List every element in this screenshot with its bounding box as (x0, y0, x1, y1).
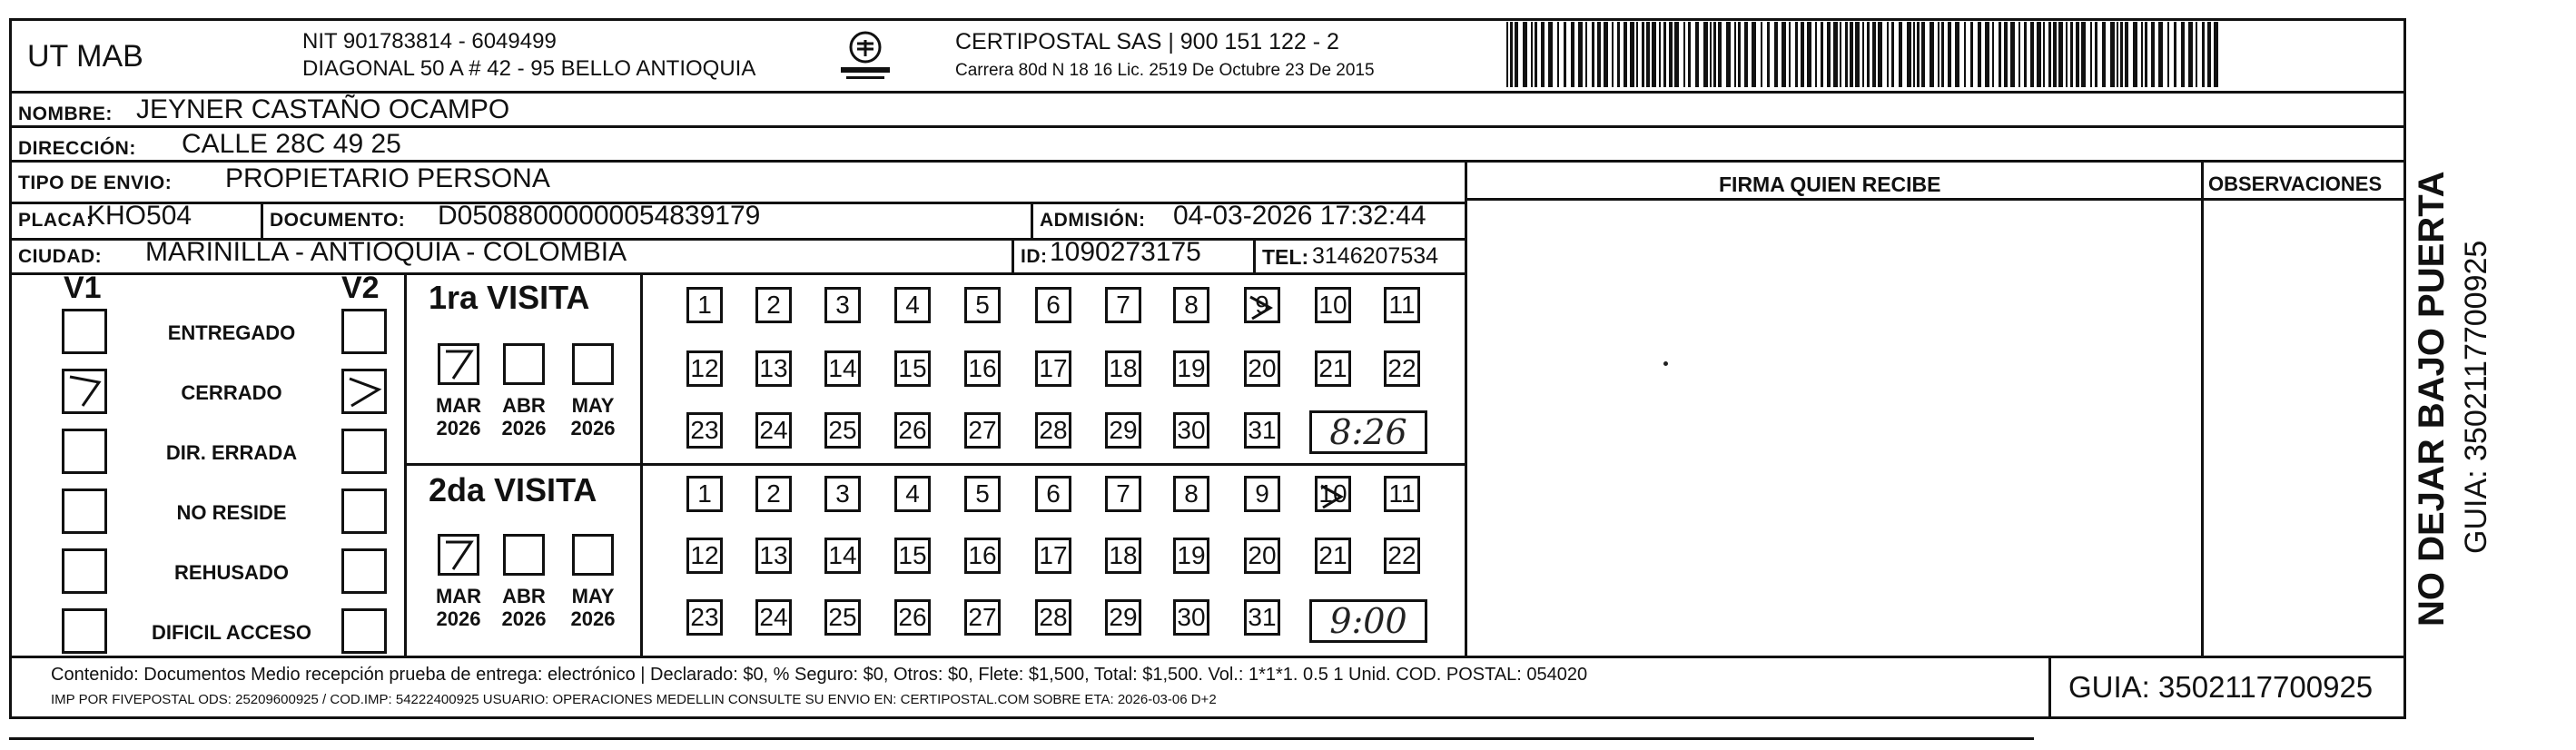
ciudad-label: CIUDAD: (18, 246, 103, 267)
side-guia: GUIA: 3502117700925 (2459, 240, 2493, 554)
visit2-day-29[interactable]: 29 (1105, 599, 1141, 636)
placa-label: PLACA: (18, 210, 94, 231)
v2-label: V2 (341, 271, 380, 305)
visit2-day-24[interactable]: 24 (755, 599, 792, 636)
visit2-day-12[interactable]: 12 (686, 538, 723, 574)
visit2-day-9[interactable]: 9 (1244, 476, 1280, 512)
visit1-day-4[interactable]: 4 (894, 287, 931, 323)
visit1-day-9[interactable]: 9 (1244, 287, 1280, 323)
id-label: ID: (1021, 246, 1048, 267)
visit1-day-21[interactable]: 21 (1315, 350, 1351, 387)
v2-checkbox-entregado[interactable] (341, 309, 387, 354)
observaciones-label: OBSERVACIONES (2208, 173, 2383, 195)
visit2-day-19[interactable]: 19 (1173, 538, 1209, 574)
visit1-title: 1ra VISITA (429, 279, 590, 316)
visit2-day-1[interactable]: 1 (686, 476, 723, 512)
visit1-day-11[interactable]: 11 (1384, 287, 1420, 323)
visit2-month-box-abr[interactable] (503, 534, 545, 576)
visit2-day-15[interactable]: 15 (894, 538, 931, 574)
tipo-label: TIPO DE ENVIO: (18, 173, 173, 193)
visit1-day-25[interactable]: 25 (824, 412, 861, 449)
visit1-day-19[interactable]: 19 (1173, 350, 1209, 387)
v2-checkbox-rehusado[interactable] (341, 548, 387, 594)
visit1-day-23[interactable]: 23 (686, 412, 723, 449)
visit1-month-label-mar: MAR 2026 (435, 394, 482, 440)
visit2-month-box-may[interactable] (572, 534, 614, 576)
visit2-day-14[interactable]: 14 (824, 538, 861, 574)
visit1-day-18[interactable]: 18 (1105, 350, 1141, 387)
visit1-month-box-mar[interactable] (438, 343, 479, 385)
visit1-day-22[interactable]: 22 (1384, 350, 1420, 387)
visit1-day-1[interactable]: 1 (686, 287, 723, 323)
visit1-time-value: 8:26 (1329, 412, 1407, 452)
visit1-month-label-abr: ABR 2026 (501, 394, 547, 440)
v1-label: V1 (64, 271, 102, 305)
visit2-day-11[interactable]: 11 (1384, 476, 1420, 512)
status-label-entregado: ENTREGADO (167, 321, 296, 344)
firma-label: FIRMA QUIEN RECIBE (1719, 173, 1941, 196)
visit2-day-6[interactable]: 6 (1035, 476, 1071, 512)
carrier-license: Carrera 80d N 18 16 Lic. 2519 De Octubre 23 De 2015 (955, 61, 1375, 80)
status-label-no-reside: NO RESIDE (176, 501, 287, 524)
visit1-month-box-may[interactable] (572, 343, 614, 385)
visit1-day-7[interactable]: 7 (1105, 287, 1141, 323)
visit2-day-2[interactable]: 2 (755, 476, 792, 512)
documento-label: DOCUMENTO: (270, 210, 406, 231)
certipostal-logo (835, 29, 895, 84)
visit2-day-18[interactable]: 18 (1105, 538, 1141, 574)
visit2-day-26[interactable]: 26 (894, 599, 931, 636)
visit2-title: 2da VISITA (429, 471, 597, 508)
visit2-day-23[interactable]: 23 (686, 599, 723, 636)
status-label-dir-errada: DIR. ERRADA (165, 441, 298, 464)
sender-address: DIAGONAL 50 A # 42 - 95 BELLO ANTIOQUIA (302, 56, 756, 81)
ciudad-value: MARINILLA - ANTIOQUIA - COLOMBIA (145, 237, 627, 267)
visit2-month-label-may: MAY 2026 (570, 585, 616, 631)
carrier-name: CERTIPOSTAL SAS | 900 151 122 - 2 (955, 29, 1339, 54)
documento-value: D05088000000054839179 (438, 201, 761, 231)
visit2-day-8[interactable]: 8 (1173, 476, 1209, 512)
visit2-month-box-mar[interactable] (438, 534, 479, 576)
visit2-time-value: 9:00 (1329, 601, 1407, 641)
footer-guia: GUIA: 3502117700925 (2068, 670, 2374, 704)
tel-value: 3146207534 (1312, 243, 1439, 269)
visit1-day-5[interactable]: 5 (964, 287, 1001, 323)
signature-area[interactable] (1471, 203, 2196, 650)
visit1-day-26[interactable]: 26 (894, 412, 931, 449)
visit1-day-30[interactable]: 30 (1173, 412, 1209, 449)
v2-checkbox-dir-errada[interactable] (341, 429, 387, 474)
v1-checkbox-rehusado[interactable] (62, 548, 107, 594)
sender-name: UT MAB (27, 39, 143, 74)
visit1-day-3[interactable]: 3 (824, 287, 861, 323)
visit2-day-21[interactable]: 21 (1315, 538, 1351, 574)
visit2-day-20[interactable]: 20 (1244, 538, 1280, 574)
v1-checkbox-cerrado[interactable] (62, 369, 107, 414)
visit1-month-label-may: MAY 2026 (570, 394, 616, 440)
footer-imprint: IMP POR FIVEPOSTAL ODS: 25209600925 / COD.IMP: 54222400925 USUARIO: OPERACIONES MEDELLIN CONSULTE SU ENVIO EN: CERTIPOSTAL.COM SOBRE ETA: 2026-03-06 D+2 (51, 692, 1217, 707)
v1-checkbox-no-reside[interactable] (62, 488, 107, 534)
visit2-day-31[interactable]: 31 (1244, 599, 1280, 636)
admision-value: 04-03-2026 17:32:44 (1173, 201, 1426, 231)
v1-checkbox-dificil-acceso[interactable] (62, 608, 107, 654)
visit1-day-12[interactable]: 12 (686, 350, 723, 387)
visit1-day-31[interactable]: 31 (1244, 412, 1280, 449)
visit1-day-14[interactable]: 14 (824, 350, 861, 387)
v1-checkbox-dir-errada[interactable] (62, 429, 107, 474)
visit1-day-27[interactable]: 27 (964, 412, 1001, 449)
visit1-day-15[interactable]: 15 (894, 350, 931, 387)
visit2-day-3[interactable]: 3 (824, 476, 861, 512)
id-value: 1090273175 (1050, 237, 1201, 267)
visit2-day-27[interactable]: 27 (964, 599, 1001, 636)
sender-nit: NIT 901783814 - 6049499 (302, 29, 557, 54)
visit2-day-5[interactable]: 5 (964, 476, 1001, 512)
direccion-label: DIRECCIÓN: (18, 138, 136, 159)
visit1-day-2[interactable]: 2 (755, 287, 792, 323)
status-label-dificil-acceso: DIFICIL ACCESO (151, 621, 311, 644)
tel-label: TEL: (1262, 245, 1309, 269)
visit2-day-17[interactable]: 17 (1035, 538, 1071, 574)
visit1-day-8[interactable]: 8 (1173, 287, 1209, 323)
visit2-time (1309, 599, 1427, 643)
admision-label: ADMISIÓN: (1040, 210, 1146, 231)
visit1-day-17[interactable]: 17 (1035, 350, 1071, 387)
visit1-day-28[interactable]: 28 (1035, 412, 1071, 449)
visit1-time (1309, 410, 1427, 454)
v2-checkbox-dificil-acceso[interactable] (341, 608, 387, 654)
status-label-cerrado: CERRADO (181, 381, 282, 404)
visit1-day-16[interactable]: 16 (964, 350, 1001, 387)
v2-checkbox-cerrado[interactable] (341, 369, 387, 414)
visit1-day-29[interactable]: 29 (1105, 412, 1141, 449)
visit2-day-30[interactable]: 30 (1173, 599, 1209, 636)
visit2-day-7[interactable]: 7 (1105, 476, 1141, 512)
visit2-month-label-abr: ABR 2026 (501, 585, 547, 631)
v1-checkbox-entregado[interactable] (62, 309, 107, 354)
visit2-day-22[interactable]: 22 (1384, 538, 1420, 574)
visit2-day-13[interactable]: 13 (755, 538, 792, 574)
visit2-day-25[interactable]: 25 (824, 599, 861, 636)
v2-checkbox-no-reside[interactable] (341, 488, 387, 534)
nombre-value: JEYNER CASTAÑO OCAMPO (136, 94, 510, 124)
footer-contents: Contenido: Documentos Medio recepción prueba de entrega: electrónico | Declarado: $0, % Seguro: $0, Otros: $0, Flete: $1,500, Total: $1,500. Vol.: 1*1*1. 0.5 1 Unid. COD. POSTAL: 054020 (51, 665, 1588, 685)
placa-value: KHO504 (87, 201, 192, 231)
direccion-value: CALLE 28C 49 25 (182, 129, 401, 159)
visit1-day-13[interactable]: 13 (755, 350, 792, 387)
visit2-day-28[interactable]: 28 (1035, 599, 1071, 636)
status-label-rehusado: REHUSADO (174, 561, 289, 584)
no-dejar-warning: NO DEJAR BAJO PUERTA (2412, 171, 2452, 627)
observations-area[interactable] (2206, 203, 2401, 650)
visit1-day-20[interactable]: 20 (1244, 350, 1280, 387)
barcode (1503, 22, 2229, 87)
visit1-day-24[interactable]: 24 (755, 412, 792, 449)
tipo-value: PROPIETARIO PERSONA (225, 163, 550, 193)
visit2-month-label-mar: MAR 2026 (435, 585, 482, 631)
visit2-day-4[interactable]: 4 (894, 476, 931, 512)
visit1-day-6[interactable]: 6 (1035, 287, 1071, 323)
visit1-day-10[interactable]: 10 (1315, 287, 1351, 323)
visit1-month-box-abr[interactable] (503, 343, 545, 385)
visit2-day-16[interactable]: 16 (964, 538, 1001, 574)
visit2-day-10[interactable]: 10 (1315, 476, 1351, 512)
bottom-rule (9, 737, 2034, 740)
nombre-label: NOMBRE: (18, 104, 113, 124)
